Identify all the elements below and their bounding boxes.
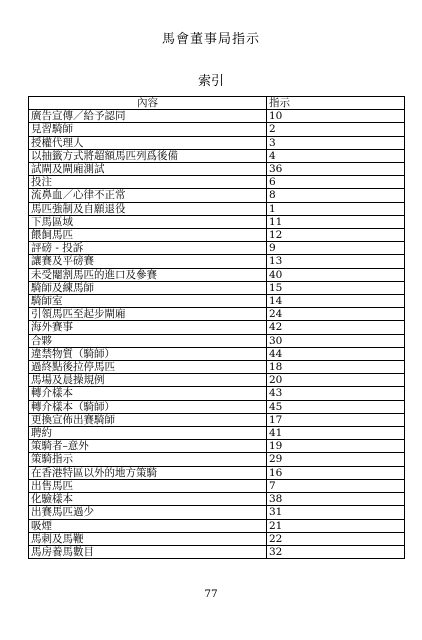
row-directive-number: 18 [267,361,405,374]
row-directive-number: 21 [267,519,405,532]
row-topic: 合夥 [29,334,267,347]
row-directive-number: 40 [267,268,405,281]
row-topic: 試閘及閘廂測試 [29,163,267,176]
row-directive-number: 36 [267,163,405,176]
row-topic: 化驗樣本 [29,493,267,506]
row-directive-number: 32 [267,545,405,558]
table-row [29,413,405,426]
table-row [29,347,405,360]
row-topic: 以抽籤方式將超額馬匹列爲後備 [29,149,267,162]
row-directive-number: 6 [267,176,405,189]
row-topic: 馬房養馬數目 [29,545,267,558]
page-title: 馬會董事局指示 [161,32,260,47]
row-topic: 投注 [29,176,267,189]
row-directive-number: 1 [267,202,405,215]
row-directive-number: 2 [267,123,405,136]
row-topic: 見習騎師 [29,123,267,136]
index-table-body [29,110,405,559]
row-directive-number: 12 [267,229,405,242]
table-row [29,361,405,374]
row-topic: 轉介樣本 [29,387,267,400]
row-directive-number: 30 [267,334,405,347]
table-row [29,374,405,387]
row-topic: 違禁物質（騎師） [29,347,267,360]
row-topic: 騎師及練馬師 [29,281,267,294]
row-topic: 讓賽及平磅賽 [29,255,267,268]
table-header-row [29,97,405,110]
table-row [29,136,405,149]
table-row [29,321,405,334]
row-topic: 吸煙 [29,519,267,532]
header-directive: 指示 [267,97,405,110]
table-row [29,123,405,136]
table-row [29,493,405,506]
row-topic: 在香港特區以外的地方策騎 [29,466,267,479]
table-row [29,189,405,202]
row-directive-number: 10 [267,110,405,123]
row-topic: 下馬區域 [29,215,267,228]
row-topic: 廣告宣傳／給予認同 [29,110,267,123]
row-directive-number: 24 [267,308,405,321]
table-row [29,387,405,400]
row-topic: 未受閹割馬匹的進口及參賽 [29,268,267,281]
index-table [28,96,405,559]
row-directive-number: 45 [267,400,405,413]
row-directive-number: 4 [267,149,405,162]
page-number: 77 [204,588,218,600]
row-topic: 策騎者–意外 [29,440,267,453]
row-directive-number: 19 [267,440,405,453]
table-row [29,334,405,347]
row-directive-number: 9 [267,242,405,255]
row-topic: 出售馬匹 [29,479,267,492]
row-topic: 授權代理人 [29,136,267,149]
table-row [29,149,405,162]
row-topic: 出賽馬匹過少 [29,506,267,519]
row-directive-number: 13 [267,255,405,268]
table-row [29,453,405,466]
row-directive-number: 16 [267,466,405,479]
row-directive-number: 29 [267,453,405,466]
table-row [29,268,405,281]
table-row [29,242,405,255]
row-topic: 馬刺及馬鞭 [29,532,267,545]
table-row [29,519,405,532]
table-row [29,506,405,519]
row-directive-number: 15 [267,281,405,294]
header-content: 內容 [29,97,267,110]
row-topic: 餵飼馬匹 [29,229,267,242]
row-directive-number: 17 [267,413,405,426]
row-directive-number: 38 [267,493,405,506]
row-topic: 評磅 - 投訴 [29,242,267,255]
table-row [29,295,405,308]
row-topic: 流鼻血／心律不正常 [29,189,267,202]
row-topic: 更換宣佈出賽騎師 [29,413,267,426]
row-directive-number: 41 [267,427,405,440]
row-topic: 策騎指示 [29,453,267,466]
row-topic: 海外賽事 [29,321,267,334]
row-topic: 聘約 [29,427,267,440]
row-directive-number: 44 [267,347,405,360]
row-directive-number: 14 [267,295,405,308]
row-directive-number: 42 [267,321,405,334]
row-topic: 馬場及晨操規例 [29,374,267,387]
row-directive-number: 11 [267,215,405,228]
row-directive-number: 8 [267,189,405,202]
table-row [29,110,405,123]
row-topic: 騎師室 [29,295,267,308]
index-heading: 索引 [197,74,224,89]
table-row [29,440,405,453]
table-row [29,202,405,215]
table-row [29,255,405,268]
table-row [29,427,405,440]
row-directive-number: 7 [267,479,405,492]
row-topic: 轉介樣本（騎師） [29,400,267,413]
table-row [29,215,405,228]
row-topic: 引領馬匹至起步閘廂 [29,308,267,321]
table-row [29,466,405,479]
table-row [29,479,405,492]
table-row [29,532,405,545]
row-topic: 過終點後拉停馬匹 [29,361,267,374]
table-row [29,176,405,189]
table-row [29,281,405,294]
row-topic: 馬匹強制及自願退役 [29,202,267,215]
table-row [29,400,405,413]
table-row [29,163,405,176]
table-row [29,229,405,242]
table-row [29,308,405,321]
row-directive-number: 31 [267,506,405,519]
table-row [29,545,405,558]
row-directive-number: 22 [267,532,405,545]
row-directive-number: 3 [267,136,405,149]
row-directive-number: 43 [267,387,405,400]
row-directive-number: 20 [267,374,405,387]
